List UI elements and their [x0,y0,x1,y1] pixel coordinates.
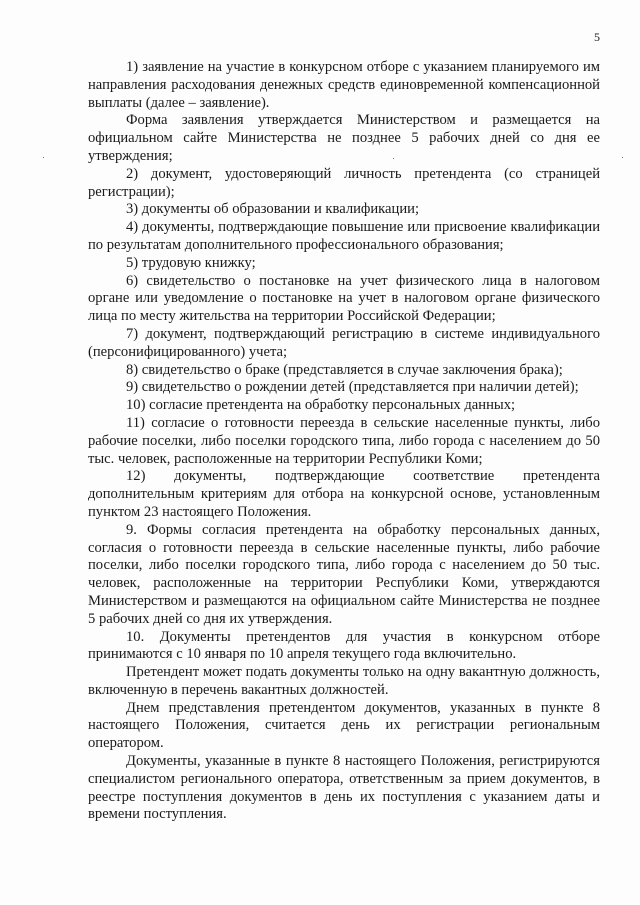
paragraph-item-3-education: 3) документы об образовании и квалификации; [126,201,420,218]
paragraph-one-vacancy: Претендент может подать документы только на одну вакантную должность, включенную в перечень вакантных должностей. [88,664,600,698]
paragraph-item-5-work-book: 5) трудовую книжку; [126,254,256,271]
page-number: 5 [594,30,600,44]
paragraph-item-1-application: 1) заявление на участие в конкурсном отборе с указанием планируемого им направления расходования денежных средств единовременной компенсационной выплаты (далее – заявление). [88,59,600,111]
scan-speck [43,157,44,158]
paragraph-section-9: 9. Формы согласия претендента на обработку персональных данных, согласия о готовности переезда в сельские населенные пункты, либо рабочие поселки, либо поселки городского типа, либо города с населением до 50 тыс. человек, расположенные на территории Республики Коми, утверждаются Министерством и размещаются на официальном сайте Министерства не позднее 5 рабочих дней со дня их утверждения. [88,521,600,627]
paragraph-item-4-qualification: 4) документы, подтверждающие повышение или присвоение квалификации по результатам дополнительного профессионального образования; [88,219,600,253]
paragraph-item-7-pension-registration: 7) документ, подтверждающий регистрацию в системе индивидуального (персонифицированного) учета; [88,325,600,360]
paragraph-section-10: 10. Документы претендентов для участия в конкурсном отборе принимаются с 10 января по 10 апреля текущего года включительно. [88,628,600,663]
body-text [88,59,600,824]
paragraph-item-9-children: 9) свидетельство о рождении детей (представляется при наличии детей); [126,379,579,396]
scan-speck [622,157,623,158]
paragraph-registration: Документы, указанные в пункте 8 настоящего Положения, регистрируются специалистом регионального оператора, ответственным за прием документов, в реестре поступления документов в день их поступления с указанием даты и времени поступления. [88,753,600,823]
paragraph-item-11-relocation: 11) согласие о готовности переезда в сельские населенные пункты, либо рабочие поселки, либо поселки городского типа, либо города с населением до 50 тыс. человек, расположенные на территории Республики Коми; [88,414,600,467]
paragraph-item-12-criteria: 12) документы, подтверждающие соответствие претендента дополнительным критериям для отбора на конкурсной основе, установленным пунктом 23 настоящего Положения. [88,468,600,520]
paragraph-item-6-tax-registration: 6) свидетельство о постановке на учет физического лица в налоговом органе или уведомление о постановке на учет в налоговом органе физического лица по месту жительства на территории Российской Федерации; [88,272,600,325]
paragraph-item-8-marriage: 8) свидетельство о браке (представляется в случае заключения брака); [126,361,563,378]
paragraph-item-2-identity: 2) документ, удостоверяющий личность претендента (со страницей регистрации); [88,165,600,200]
paragraph-submission-day: Днем представления претендентом документов, указанных в пункте 8 настоящего Положения, считается день их регистрации региональным оператором. [88,699,600,752]
paragraph-application-form: Форма заявления утверждается Министерством и размещается на официальном сайте Министерства не позднее 5 рабочих дней со дня ее утверждения; [88,112,600,164]
paragraph-item-10-personal-data: 10) согласие претендента на обработку персональных данных; [126,397,516,414]
